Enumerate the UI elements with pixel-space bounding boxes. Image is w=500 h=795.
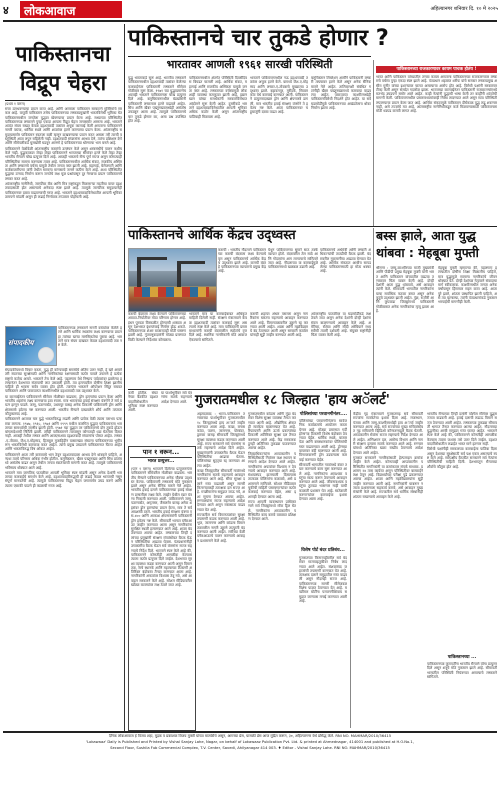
sidebar-divider (373, 60, 374, 226)
sidebar-title: पाकिस्तानच्या राजकारणावर कायम पाचक होतंय ! (376, 66, 497, 73)
subhead-story-col1: युद्ध भारताकडे सुरू आहे. भारतीय लष्कराने पाकिस्तानमधील दहशतवादी तळांवर केलेल्या कारवाईनंतर पाकिस्तानी लष्कराने सीमेवर गोळीबार सुरू केला. १९७१ च्या युद्धाप्रमाणेच आताही भारताने पाकिस्तानला चोख प्रत्युत्तर दिले आहे. बलुचिस्तानमधील बंडखोरांनी पाकिस्तानी लष्करावर हल्ले वाढवले आहेत. सिंध आणि खैबर पख्तूनख्वामध्येही असंतोष उफाळून आला आहे. त्यामुळे पाकिस्तानचे चार तुकडे होणार का, असा प्रश्न उपस्थित होत आहे. (128, 76, 186, 123)
subhead-story-col2: पाकिस्तानमधील अंतर्गत परिस्थिती दिवसेंदिवस बिघडत चालली आहे. आर्थिक संकट, महागाई आणि राजकीय अस्थिरता यामुळे जनता त्रस्त आहे. लष्कराच्या वर्चस्वामुळे लोकशाही व्यवस्था कमकुवत झाली आहे. इम्रान खान यांच्या समर्थकांनी सरकारविरोधात आंदोलने सुरू केली आहेत. दुसरीकडे भारताने दहशतवादाविरोधातील आपली भूमिका अधिक कठोर केली असून आंतरराष्ट्रीय पाठिंबाही मिळवला आहे. (189, 76, 247, 119)
story2-headline: पाकिस्तानचे आर्थिक केंद्रच उद्ध्वस्त (128, 228, 296, 243)
editorial-photo-label: संपादकीय (8, 339, 34, 347)
header-rule (3, 20, 497, 22)
footer-rule (3, 731, 497, 733)
story4-col3: पोलिसांच्या परवानगीनंतरच सार्वजनिक कार्यक्रमांचे आयोजन करता येणार आहे. मोठ्या प्रमाणात गर्दी होणाऱ्या ठिकाणी विशेष बंदोबस्त ठेवण्यात येईल. धार्मिक स्थळे, बाजारपेठा आणि बसस्थानकांवर पोलिसांची गस्त वाढवण्यात आली आहे. ड्रोनच्या वापरावर बंदी घालण्यात आली आहे. विनापरवानगी ड्रोन उडवल्यास कारवाई करण्यात येईल. सीमावर्ती भागातील गावांमध्ये बंकर तयार करण्याचे काम सुरू करण्यात आले आहे. नागरिकांना आवश्यक वस्तूंचा साठा करून ठेवण्याचे आवाहन करण्यात आले आहे. जीवनावश्यक वस्तूंचा तुटवडा भासणार नाही याची काळजी प्रशासन घेत आहे. साठेबाजी करणाऱ्यांवर कारवाईचा इशारा देण्यात आला आहे. (299, 419, 347, 502)
subhead-story-col3: भारताने पाकिस्तानमधील नऊ दहशतवादी तळांवर अचूक हल्ले केले. यामध्ये जैश-ए-मोहम्मद आणि लष्कर-ए-तोयबाचे मुख्यालय उद्ध्वस्त झाले. बहावलपूर, मुरीदके, सियालकोट येथे कारवाई करण्यात आली. पाकिस्तानने प्रत्युत्तरादाखल ड्रोन आणि क्षेपणास्त्रे डागली, मात्र भारतीय हवाई संरक्षण यंत्रणेने ते हवेतच नष्ट केले. आता पाकिस्तानवर चहूबाजूंनी दबाव वाढत आहे. (250, 76, 308, 115)
story4-left-col1: कमी होतील. संघटनेच्या बैठकीत दहशतवादाविरोधातील भूमिका स्पष्ट करण्यात आली. (128, 391, 158, 413)
story4-col5b: पाकिस्तानच्या कुरापतींना भारतीय सैन्याने योग्य प्रत्युत्तर दिले असून शत्रूचे मोठे नुकसान झाले आहे. सीमावर्ती भागातील परिस्थिती नियंत्रणात असल्याचे लष्कराने सांगितले. (427, 662, 497, 679)
story4-col2: गुजरातमधील कांडला आणि मुंद्रा बंदरांवर विशेष सुरक्षा व्यवस्था तैनात करण्यात आली आहे. औद्योगिक क्षेत्रातही सतर्कता बाळगण्यात येत आहे. रिफायनरी आणि ऊर्जा प्रकल्पांच्या ठिकाणी अतिरिक्त सुरक्षा दल तैनात करण्यात आले आहे. केंद्र सरकारकडूनही अतिरिक्त तुकड्या पाठवण्यात आल्या आहेत. जिल्हाधिकाऱ्यांना आपत्कालीन परिस्थितीसाठी नियंत्रण कक्ष स्थापन करण्याचे आदेश देण्यात आले आहेत. नागरिकांना अफवांवर विश्वास न ठेवण्याचे आवाहन करण्यात आले आहे. संशयास्पद हालचाली दिसल्यास तात्काळ पोलिसांना कळवावे, असे प्रशासनाने सांगितले. सोशल मीडियावर चुकीची माहिती पसरवणाऱ्यांवर कठोर कारवाई करण्यात येईल, असा इशाराही देण्यात आला आहे. राज्य आपत्ती व्यवस्थापन प्राधिकरणाने सर्व जिल्ह्यांमध्ये मॉक ड्रिल घेतले. नागरिकांना आपत्कालीन परिस्थितीत काय करावे याबाबत प्रशिक्षण देण्यात आले. (248, 412, 296, 522)
crosshead-3: पाकिस्तानच्या ... (447, 655, 477, 660)
left-story-body-upper: सत्ता उलथवण्याचा प्रयत्न करत आहे. आणि अमराला पाकिस्तान सरकारने मुस्लिमांचे सरकार आहे. यापूर्वी पाकिस्तान तसेच पाकिस्तानच्या लष्करप्रमुखांनी भारतविरोधी भूमिका घेत पाकिस्तानमधील जनतेला युद्धात खेचण्याचा प्रयत्न केला आहे. सध्याच्या परिस्थितीत पाकिस्तानच्या लष्कराने पुन्हा एकदा आपला विद्रूप चेहरा जगासमोर आणला आहे. भारताने अत्यंत संयम राखत केवळ दहशतवादी तळांवर अचूक कारवाई केली असताना पाकिस्तानने नागरी वस्त्या, धार्मिक स्थळे आणि शाळांवर हल्ले करण्याचा प्रयत्न केला. आंतरराष्ट्रीय समुदायासमोर पाकिस्तान स्वतःला बळी म्हणून दाखवण्याचा प्रयत्न करत असला तरी त्याची वस्तुस्थिती आता लपून राहिलेली नाही. दहशतवादी संघटनांना आश्रय देणे, त्यांना प्रशिक्षण देणे आणि सीमेपलीकडे घुसखोरी घडवून आणणे हे पाकिस्तानच्या धोरणाचा भाग बनले आहे. पाकिस्तानने वेळोवेळी आंतरराष्ट्रीय करारांचे उल्लंघन केले असून शस्त्रसंधीचे पालन कधीच केले नाही. युद्धकाळात जेव्हा जेव्हा पाकिस्तानने भारताच्या सीमांवर हल्ले केले तेव्हा तेव्हा भारतीय सैन्याने चोख प्रत्युत्तर दिले आहे. आजही भारताचे सैन्य पूर्ण सज्ज असून कोणत्याही परिस्थितीचा सामना करण्यास तयार आहे. पाकिस्तानमधील आर्थिक संकट, राजकीय अस्थिरता आणि लष्कराचे वर्चस्व यामुळे तेथील जनता त्रस्त झाली आहे. महागाई, बेरोजगारी आणि कर्जबाजारीपणा यांनी तेथील सामान्य माणसाचे जगणे कठीण केले आहे. अशा परिस्थितीत युद्धाचा उन्माद निर्माण करून जनतेचे लक्ष मूळ प्रश्नांपासून दूर नेण्याचा प्रयत्न पाकिस्तानचे लष्कर करत आहे. आंतरराष्ट्रीय नाणेनिधी, जागतिक बँक आणि मित्र राष्ट्रांकडून मिळणाऱ्या मदतीचा वापर दहशतवादासाठी होत असल्याचे अनेकदा स्पष्ट झाले आहे. त्यामुळे जागतिक समुदायानेही पाकिस्तानवर दबाव वाढवण्याची गरज आहे. भारताने दहशतवादाविरोधातील आपली भूमिका ठामपणे मांडली असून ही लढाई निर्णायक टप्प्यावर पोहोचली आहे. (5, 107, 122, 199)
story2-col1: कराची : भारतीय नौदलाने पाकिस्तानच्या कराची बंदराला लक्ष्य केल्याचे वृत्त असून पाकिस्तानचे आर्थिक केंद्रच उद्ध्वस्त झाले आहे. कराची बंदर हे पाकिस्तानच्या व्यापाराचे प्रमुख केंद्र आहे. (218, 248, 266, 274)
left-story-body-wrap: पाकिस्तानच्या लष्कराने नागरी वस्त्यांवर केलेले हल्ले आणि धार्मिक स्थळांना लक्ष्य करण्याचा प्रयत्न हा त्यांच्या खऱ्या मानसिकतेचा पुरावा आहे. भारताने मात्र संयम दाखवत केवळ दहशतवादी तळ नष्ट केले. (58, 326, 122, 348)
footer-imprint-english-2: Second Floor, Sushila Fub Commercial Complex, T.V. Center, Savedi, Ahilyanagar 414 003. ♦ Editor - Vishal Sanjay Lahe. RNI NO. MAHMAR/2010/36415 (110, 746, 390, 750)
story2-lower-col1: कराची बंदराला लक्ष्य केल्याने पाकिस्तानच्या आयात-निर्यातीवर मोठा परिणाम होणार आहे. इंधन पुरवठा विस्कळीत होण्याची शक्यता असून देशभरात इंधनटंचाई निर्माण होऊ शकते. पाकिस्तानच्या शेअर बाजारातही मोठी घसरण झाली आहे. गुंतवणूकदारांनी मोठ्या प्रमाणात विक्री केल्याने निर्देशांक कोसळला. (128, 312, 186, 342)
continuation-box-body: (पान १ वरून) भारताने दिलेल्या प्रत्युत्तरानंतर पाकिस्तानने सीमेवरील गोळीबार वाढवला. भारतीय सैन्याने पाकिस्तानच्या अनेक चौक्या उद्ध्वस्त केल्या. पाकिस्तानी लष्कराचे मोठे नुकसान झाले असून अनेक सैनिक मारले गेले आहेत. भारतीय हवाई दलाने पाकिस्तानच्या हवाई संरक्षण प्रणालीला लक्ष्य केले. लाहोर येथील रडार यंत्रणा निकामी करण्यात आली. पाकिस्तानने जम्मू, पठाणकोट, अमृतसर, जैसलमेर यासह अनेक शहरांवर ड्रोन हल्ल्यांचा प्रयत्न केला, मात्र ते सर्व अयशस्वी ठरले. भारतीय हवाई संरक्षण यंत्रणा एस-४०० आणि आकाश क्षेपणास्त्रांनी पाकिस्तानी ड्रोन हवेतच नष्ट केले. सीमावर्ती भागात ब्लॅकआउट जाहीर करण्यात आला असून नागरिकांना सुरक्षित स्थळी हलवण्यात आले आहे. शाळा बंद ठेवण्यात आल्या आहेत. लष्कराच्या तिन्ही दलांच्या प्रमुखांनी संरक्षण मंत्र्यांसोबत बैठक घेऊन परिस्थितीचा आढावा घेतला. पंतप्रधानांनीही उच्चस्तरीय बैठक घेऊन सर्व यंत्रणांना सज्ज राहण्याचे निर्देश दिले. भारताने स्पष्ट केले आहे की, पाकिस्तानने कोणतीही आगळीक केल्यास त्याला कठोर प्रत्युत्तर दिले जाईल. देशभरात सुरक्षा व्यवस्था कडक करण्यात आली असून विमानतळ, रेल्वे स्थानके आणि महत्त्वाच्या ठिकाणी अतिरिक्त बंदोबस्त तैनात करण्यात आला आहे. नागरिकांनी अफवांवर विश्वास ठेवू नये, असे आवाहन सरकारने केले आहे. सोशल मीडियावरील खोट्या बातम्यांवर लक्ष ठेवले जात आहे. (131, 467, 192, 588)
left-headline-rule (5, 100, 121, 101)
continuation-box-title: पान १ वरून... (130, 448, 192, 458)
crosshead-2: विशेष पोर्ट बंदर प्रतिबंध... (301, 548, 345, 553)
story3-divider (373, 228, 374, 388)
left-column-divider (124, 24, 125, 732)
story3-headline: बस्स झाले, आता युद्ध थांबवा : मेहबूबा मुफ्ती (376, 228, 479, 260)
story2-lower-col4: आंतरराष्ट्रीय पातळीवर या घडामोडींकडे लक्ष ठेवले जात असून अनेक देशांनी दोन्ही देशांना संयम बाळगण्याचे आवाहन केले आहे. अमेरिका, रशिया आणि सौदी अरेबियाने मध्यस्थीची तयारी दर्शवली आहे. संयुक्त राष्ट्रांनीही चिंता व्यक्त केली आहे. (311, 312, 371, 338)
banner-rule (128, 56, 371, 57)
footer-imprint-marathi: दैनिक लोकआवाज हे विजय शहा, मुद्रक व प्रकाशक विजय मुफ्ती यांच्या मालकीचे असून, आमच्या प्रेस, यासाठी प्रेस आज मुद्रित करून, ३०, अहिल्यानगर येथे प्रसिद्ध केले. RNI NO. MAHMAR/2010/36415 (108, 734, 392, 738)
sidebar-body: भारत आणि पाकिस्तान यांच्यातील तणाव कायम असताना पाकिस्तानच्या राजकारणावर लष्कराचे वर्चस्व पुन्हा एकदा स्पष्ट झाले आहे. पंतप्रधान शहबाज शरीफ यांचे सरकार लष्करप्रमुख असीम मुनीर यांच्या इशाऱ्यावर चालत असल्याचा आरोप होत आहे. विरोधी पक्षांनी सरकारवर टीका केली असून संसदेत गदारोळ झाला. भारताच्या कारवाईनंतर पाकिस्तानी राजकारण्यांमध्ये मतभेद उघडपणे समोर आले आहेत. काही नेत्यांनी युद्धाची भाषा केली तर काहींनी शांततेची मागणी केली. पाकिस्तानमधील प्रसारमाध्यमांवरही निर्बंध लादण्यात आले असून सत्य परिस्थिती लपवण्याचा प्रयत्न केला जात आहे. आर्थिक संकटामुळे पाकिस्तान दीर्घकाळ युद्ध लढू शकणार नाही, असे तज्ज्ञांचे मत आहे. आंतरराष्ट्रीय नाणेनिधीकडून कर्ज मिळवण्यासाठी पाकिस्तानला मोठी धडपड करावी लागत आहे. (376, 75, 497, 114)
left-headline: पाकिस्तानचा विद्रूप चेहरा (15, 42, 111, 95)
story3-col2: मेहबूबा मुफ्ती म्हणाल्या की, पहलगाम हल्ल्यातील दोषींना शिक्षा मिळालीच पाहिजे, मात्र युद्धामुळे सामान्य नागरिकांचे जीवन धोक्यात येते. दोन्ही देशांच्या नेतृत्वाने संवादाचा मार्ग स्वीकारावा. काश्मीरमधील जनता अनेक वर्षांपासून हिंसाचार सहन करत आहे. आता पुरे झाले, शांतता प्रस्थापित झाली पाहिजे, असे त्या म्हणाल्या. त्यांनी पंतप्रधानांकडे नुकसानभरपाईची मागणीही केली. (438, 266, 497, 305)
story4-left-col2: या पार्श्वभूमीवर सर्व यंत्रणांना सतर्क राहण्याचे आदेश देण्यात आले. (161, 391, 192, 404)
story4-headline: गुजरातमधील १८ जिल्हात 'हाय अॅलर्ट' (195, 392, 390, 408)
crosshead-1: पोलिसांच्या परवानगीनंतर.... (299, 412, 348, 417)
main-banner-headline: पाकिस्तानचे चार तुकडे होणार ? (128, 25, 389, 51)
left-story-body-lower: संपादकीयमध्ये विचार करता, युद्ध ही कोणत्याही समस्येचे अंतिम उत्तर नाही, हे खरे असले तरी स्वतःच्या सुरक्षेसाठी आणि नागरिकांच्या रक्षणासाठी कठोर पावले उचलणे हे प्रत्येक राष्ट्राचे कर्तव्य असते. भारताने तेच केले आहे. पहलगाम येथे निष्पाप पर्यटकांवर झालेल्या हल्ल्यानंतर देशभरात संतापाची लाट उसळली होती. त्या हल्ल्यातील दोषींना शिक्षा झालीच पाहिजे ही भावना सर्वत्र व्यक्त होत होती. त्यानंतर भारताने ऑपरेशन सिंदूर राबवत पाकिस्तान आणि पाकव्याप्त काश्मीरमधील दहशतवादी तळ उद्ध्वस्त केले. या कारवाईनंतर पाकिस्तानने सीमेवर गोळीबार वाढवला, ड्रोन हल्ल्यांचा प्रयत्न केला आणि भारतीय शहरांना लक्ष्य करण्याचा डाव रचला. मात्र भारताच्या हवाई संरक्षण यंत्रणेने ते सर्व प्रयत्न हाणून पाडले. जम्मू, पठाणकोट, उधमपूर यासह अनेक ठिकाणी पाकिस्तानी ड्रोन आणि क्षेपणास्त्रे हवेतच नष्ट करण्यात आली. भारतीय सैन्याने दाखवलेले शौर्य आणि तत्परता कौतुकास्पद आहे. पाकिस्तानने आजवर चार युद्धे भारताविरुद्ध लढली आणि प्रत्येक वेळी त्याला पराभव पत्करावा लागला. १९४७, १९६५, १९७१ आणि १९९९ मधील कारगिल युद्धात पाकिस्तानला भारताच्या सामर्थ्याची जाणीव झाली होती. १९७१ च्या युद्धात तर पाकिस्तानचे दोन तुकडे होऊन बांगलादेशाची निर्मिती झाली. तरीही पाकिस्तानने त्यापासून कोणताही धडा घेतलेला दिसत नाही. आजही तेथील लष्कर आणि आयएसआय दहशतवादी संघटनांना पोसत आहेत. लष्कर-ए-तोयबा, जैश-ए-मोहम्मद, हिजबुल मुजाहिदीन यासारख्या संघटना पाकिस्तानच्या भूमीवरून भारतविरोधी कारवाया करत आहेत. त्यांचे प्रमुख उघडपणे पाकिस्तानात फिरत आहेत आणि भारताविरुद्ध विष ओकत आहेत. पाकिस्तानने आता तरी वास्तवाचे भान ठेवून दहशतवादाला आश्रय देणे थांबवले पाहिजे, अन्यथा त्याचे परिणाम अधिक गंभीर होतील. बलुचिस्तान, खैबर पख्तूनख्वा आणि सिंध प्रांतांमध्ये असंतोष वाढत असून तेथील जनता स्वातंत्र्याची मागणी करत आहे. त्यामुळे पाकिस्तानचे भविष्यच धोक्यात आले आहे. भारताने मात्र जागतिक पातळीवर आपली भूमिका स्पष्ट मांडली असून अनेक देशांनी भारताच्या कारवाईचे समर्थन केले आहे. दहशतवादाविरुद्धची ही लढाई केवळ भारताची नसून संपूर्ण मानवतेची आहे. त्यामुळे पाकिस्तानचा विद्रूप चेहरा जगासमोर उघड करणे आणि त्याला एकाकी पाडणे ही काळाची गरज आहे. (5, 368, 122, 488)
story4-col5: भारतीय सैन्याच्या तिन्ही दलांनी पश्चिम सीमेवर युद्धसज्जता वाढवली आहे. हवाई दलाची लढाऊ विमाने सज्ज ठेवण्यात आली आहेत. लष्कराच्या तुकड्या सीमावर्ती भागात तैनात करण्यात आल्या आहेत. नौदलाच्या युद्धनौका अरबी समुद्रात गस्त घालत आहेत. भारताने स्पष्ट केले आहे की, पाकिस्तानने कोणतीही आगळीक केल्यास त्याला जशास तसे उत्तर दिले जाईल. दहशतवादाविरोधातील लढाईत भारत मागे हटणार नाही. विरोधी पक्षांनीही सरकारच्या कारवाईला पाठिंबा दिला असून देशाच्या सुरक्षेसाठी सर्व पक्ष एकत्र असल्याचे स्पष्ट केले आहे. सर्वपक्षीय बैठकीत सरकारने सर्व नेत्यांना परिस्थितीची माहिती दिली. देशभरातून सैन्याच्या शौर्याचे कौतुक होत आहे. (427, 412, 497, 469)
story4-divider (350, 410, 351, 728)
sub-headline: भारतावर आणली १९६१ सारखी परिस्थिती (166, 58, 333, 71)
story4-col1: अहमदाबाद : भारत-पाकिस्तान तणावाच्या पार्श्वभूमीवर गुजरातमधील १८ जिल्ह्यांमध्ये हाय अॅलर्ट जाहीर करण्यात आला आहे. कच्छ, बनासकांठा, पाटण, जामनगर, पोरबंदर, द्वारका यासह सीमावर्ती जिल्ह्यांमध्ये सुरक्षा व्यवस्था कडक करण्यात आली आहे. राज्य सरकारने सर्व यंत्रणांना सतर्क राहण्याचे आदेश दिले आहेत. मुख्यमंत्र्यांनी उच्चस्तरीय बैठक घेऊन परिस्थितीचा आढावा घेतला. पोलिसांच्या सुट्ट्या रद्द करण्यात आल्या आहेत. कच्छ जिल्ह्यातील सीमावर्ती गावांमध्ये नागरिकांना सतर्क राहण्याचे आवाहन करण्यात आले आहे. सीमा सुरक्षा दलाने गस्त वाढवली असून सागरी किनाऱ्यावरही तटरक्षक दल सज्ज आहे. मच्छीमारांना समुद्रात जाऊ नये, अशा सूचना देण्यात आल्या आहेत. रुग्णालयांना सज्ज राहण्याचे आदेश देण्यात आले असून रक्तसाठा वाढवण्यात येत आहे. राज्यातील सर्व विमानतळांवर सुरक्षा तपासणी कडक करण्यात आली आहे. भुज, जामनगर आणि कांडला विमानतळावरील नागरी उड्डाणे तात्पुरती बंद करण्यात आली आहेत. रात्रीच्या वेळी ब्लॅकआउटचे पालन करण्याचे आवाहन प्रशासनाने केले आहे. (197, 412, 245, 543)
editorial-photo (5, 326, 57, 366)
footer-imprint-english-1: 'Lokawaaz' Daily is Published and Printed by Vishal Sanjay Lahe, Nagar, on behalf of Lokawaaz Publication Pvt. Ltd. & printed at Ahmednagar, 414001 and published at H.O.No.1, (86, 740, 414, 744)
page-number: ४ (3, 4, 9, 17)
story3-col1: श्रीनगर : जम्मू-काश्मीरच्या माजी मुख्यमंत्री आणि पीडीपी प्रमुख मेहबूबा मुफ्ती यांनी भारत आणि पाकिस्तान यांच्यातील वाढत्या तणावावर चिंता व्यक्त केली आहे. दोन्ही देशांनी आता युद्ध थांबवावे, असे आवाहन त्यांनी केले. सीमावर्ती भागातील नागरिकांना याचा सर्वाधिक फटका बसत असून अनेक कुटुंबे उद्ध्वस्त झाली आहेत. पूंछ, राजौरी आणि कुपवाडा जिल्ह्यांमध्ये पाकिस्तानी गोळीबारात अनेक नागरिकांचा मृत्यू झाला आहे. (376, 266, 434, 313)
masthead-title: लोकआवाज (24, 4, 76, 18)
story4-col3b: गुजरातच्या किनारपट्टीवरील सर्व बंदरांवर मालवाहतुकीवर निर्बंध लादण्यात आले आहेत. संशयास्पद जहाजांची तपासणी करण्यात येत आहे. तटरक्षक दलाने समुद्रातील गस्त वाढवली असून नौदलही सज्ज आहे. पाकिस्तानच्या सागरी सीमेजवळ विशेष पाळत ठेवण्यात येत आहे. मच्छीमार बोटींना परवानगीशिवाय समुद्रात जाण्यास मनाई करण्यात आली आहे. (299, 556, 347, 603)
left-dateline: (प्रथम १ वरून) (5, 102, 26, 106)
story2-lower-col2: भारताने मात्र या कारवाईबाबत अधिकृत माहिती दिलेली नाही. संरक्षण मंत्रालयाने केवळ दहशतवादी तळांवर कारवाई सुरू असल्याचे स्पष्ट केले आहे. मात्र पाकिस्तानी प्रसारमाध्यमांनी कराची बंदरावरील स्फोटांचे वृत्त दिले आहे. स्थानिक नागरिकांनी मोठे आवाज ऐकल्याचे सांगितले. (189, 312, 247, 342)
section-rule-2 (128, 389, 497, 390)
story4-col4: केंद्रीय गृह मंत्रालयाने गुजरातसह सर्व सीमावर्ती राज्यांना सतर्कतेचा इशारा दिला आहे. राजस्थान, पंजाब आणि जम्मू-काश्मीरमध्येही हाय अॅलर्ट जाहीर करण्यात आला आहे. सर्व राज्यांच्या मुख्य सचिवांसोबत गृह सचिवांनी व्हिडिओ कॉन्फरन्सद्वारे बैठक घेतली. आपत्कालीन सेवांना सज्ज राहण्याचे निर्देश देण्यात आले आहेत. अग्निशमन दल, आरोग्य विभाग आणि नागरी संरक्षण दलाला सतर्क करण्यात आले आहे. रुग्णालयांमध्ये अतिरिक्त खाटा राखीव ठेवण्याचे आदेश देण्यात आले आहेत. गुजरात सरकारने नागरिकांसाठी हेल्पलाइन क्रमांक जाहीर केले आहेत. कोणत्याही आपत्कालीन परिस्थितीत नागरिकांनी या क्रमांकावर संपर्क साधावा. प्रशासन २४ तास कार्यरत असून परिस्थितीवर बारकाईने लक्ष ठेवून आहे. विद्यार्थ्यांच्या परीक्षा पुढे ढकलण्यात आल्या आहेत. शाळा आणि महाविद्यालयांना सुट्टी जाहीर करण्यात आली आहे. नागरिकांनी घाबरून न जाता प्रशासनाला सहकार्य करावे, असे आवाहन मुख्यमंत्र्यांनी केले आहे. राज्यातील सर्व धार्मिक संस्थांनीही शांतता राखण्याचे आवाहन केले आहे. (353, 412, 423, 499)
subhead-story-col4: बलुचिस्तान लिबरेशन आर्मीने पाकिस्तानी लष्करी ताफ्यावर हल्ले केले असून अनेक सैनिक मारले गेले आहेत. तालिबानशी संबंधित गटांनीही खैबर पख्तूनख्वामध्ये कारवाया वाढवल्या आहेत. पाकव्याप्त काश्मीरमध्येही पाकिस्तानविरोधी निदर्शने होत आहेत. या सर्व घडामोडींमुळे पाकिस्तानच्या अखंडतेलाच धोका निर्माण झाला आहे. (311, 76, 371, 111)
continuation-box-subtitle: भारत प्रत्युत्तर... (147, 459, 175, 464)
date-line: अहिल्यानगर शनिवार दि. १० मे २०२५ (430, 6, 498, 12)
story2-lower-col3: कराची शहरात अंधार पसरला असून नागरिकांना घरातच राहण्याचे आवाहन करण्यात आले आहे. विमानतळावरील उड्डाणे रद्द करण्यात आली आहेत. शाळा आणि महाविद्यालये बंद ठेवण्यात आली असून सरकारी कार्यालयांनाही सुट्टी जाहीर करण्यात आली आहे. (250, 312, 308, 338)
port-photo (128, 248, 217, 312)
story2-col3: पाकिस्तानचे अर्थमंत्री आणि लष्करी अधिकाऱ्यांची तातडीची बैठक झाली. बंदरावरील नुकसानीचा आढावा घेण्यात येत आहे. आर्थिक संकटात आधीच सापडलेल्या पाकिस्तानसाठी हा मोठा धक्का आहे. (320, 248, 371, 274)
story2-col2: येथून पाकिस्तानचा सुमारे साठ टक्के व्यापार होतो. बंदरावरील तेल साठे आणि गोदामांना आग लागल्याचे सांगितले जात आहे. नौदलाच्या या कारवाईमुळे पाकिस्तानमध्ये खळबळ उडाली आहे. (268, 248, 318, 270)
